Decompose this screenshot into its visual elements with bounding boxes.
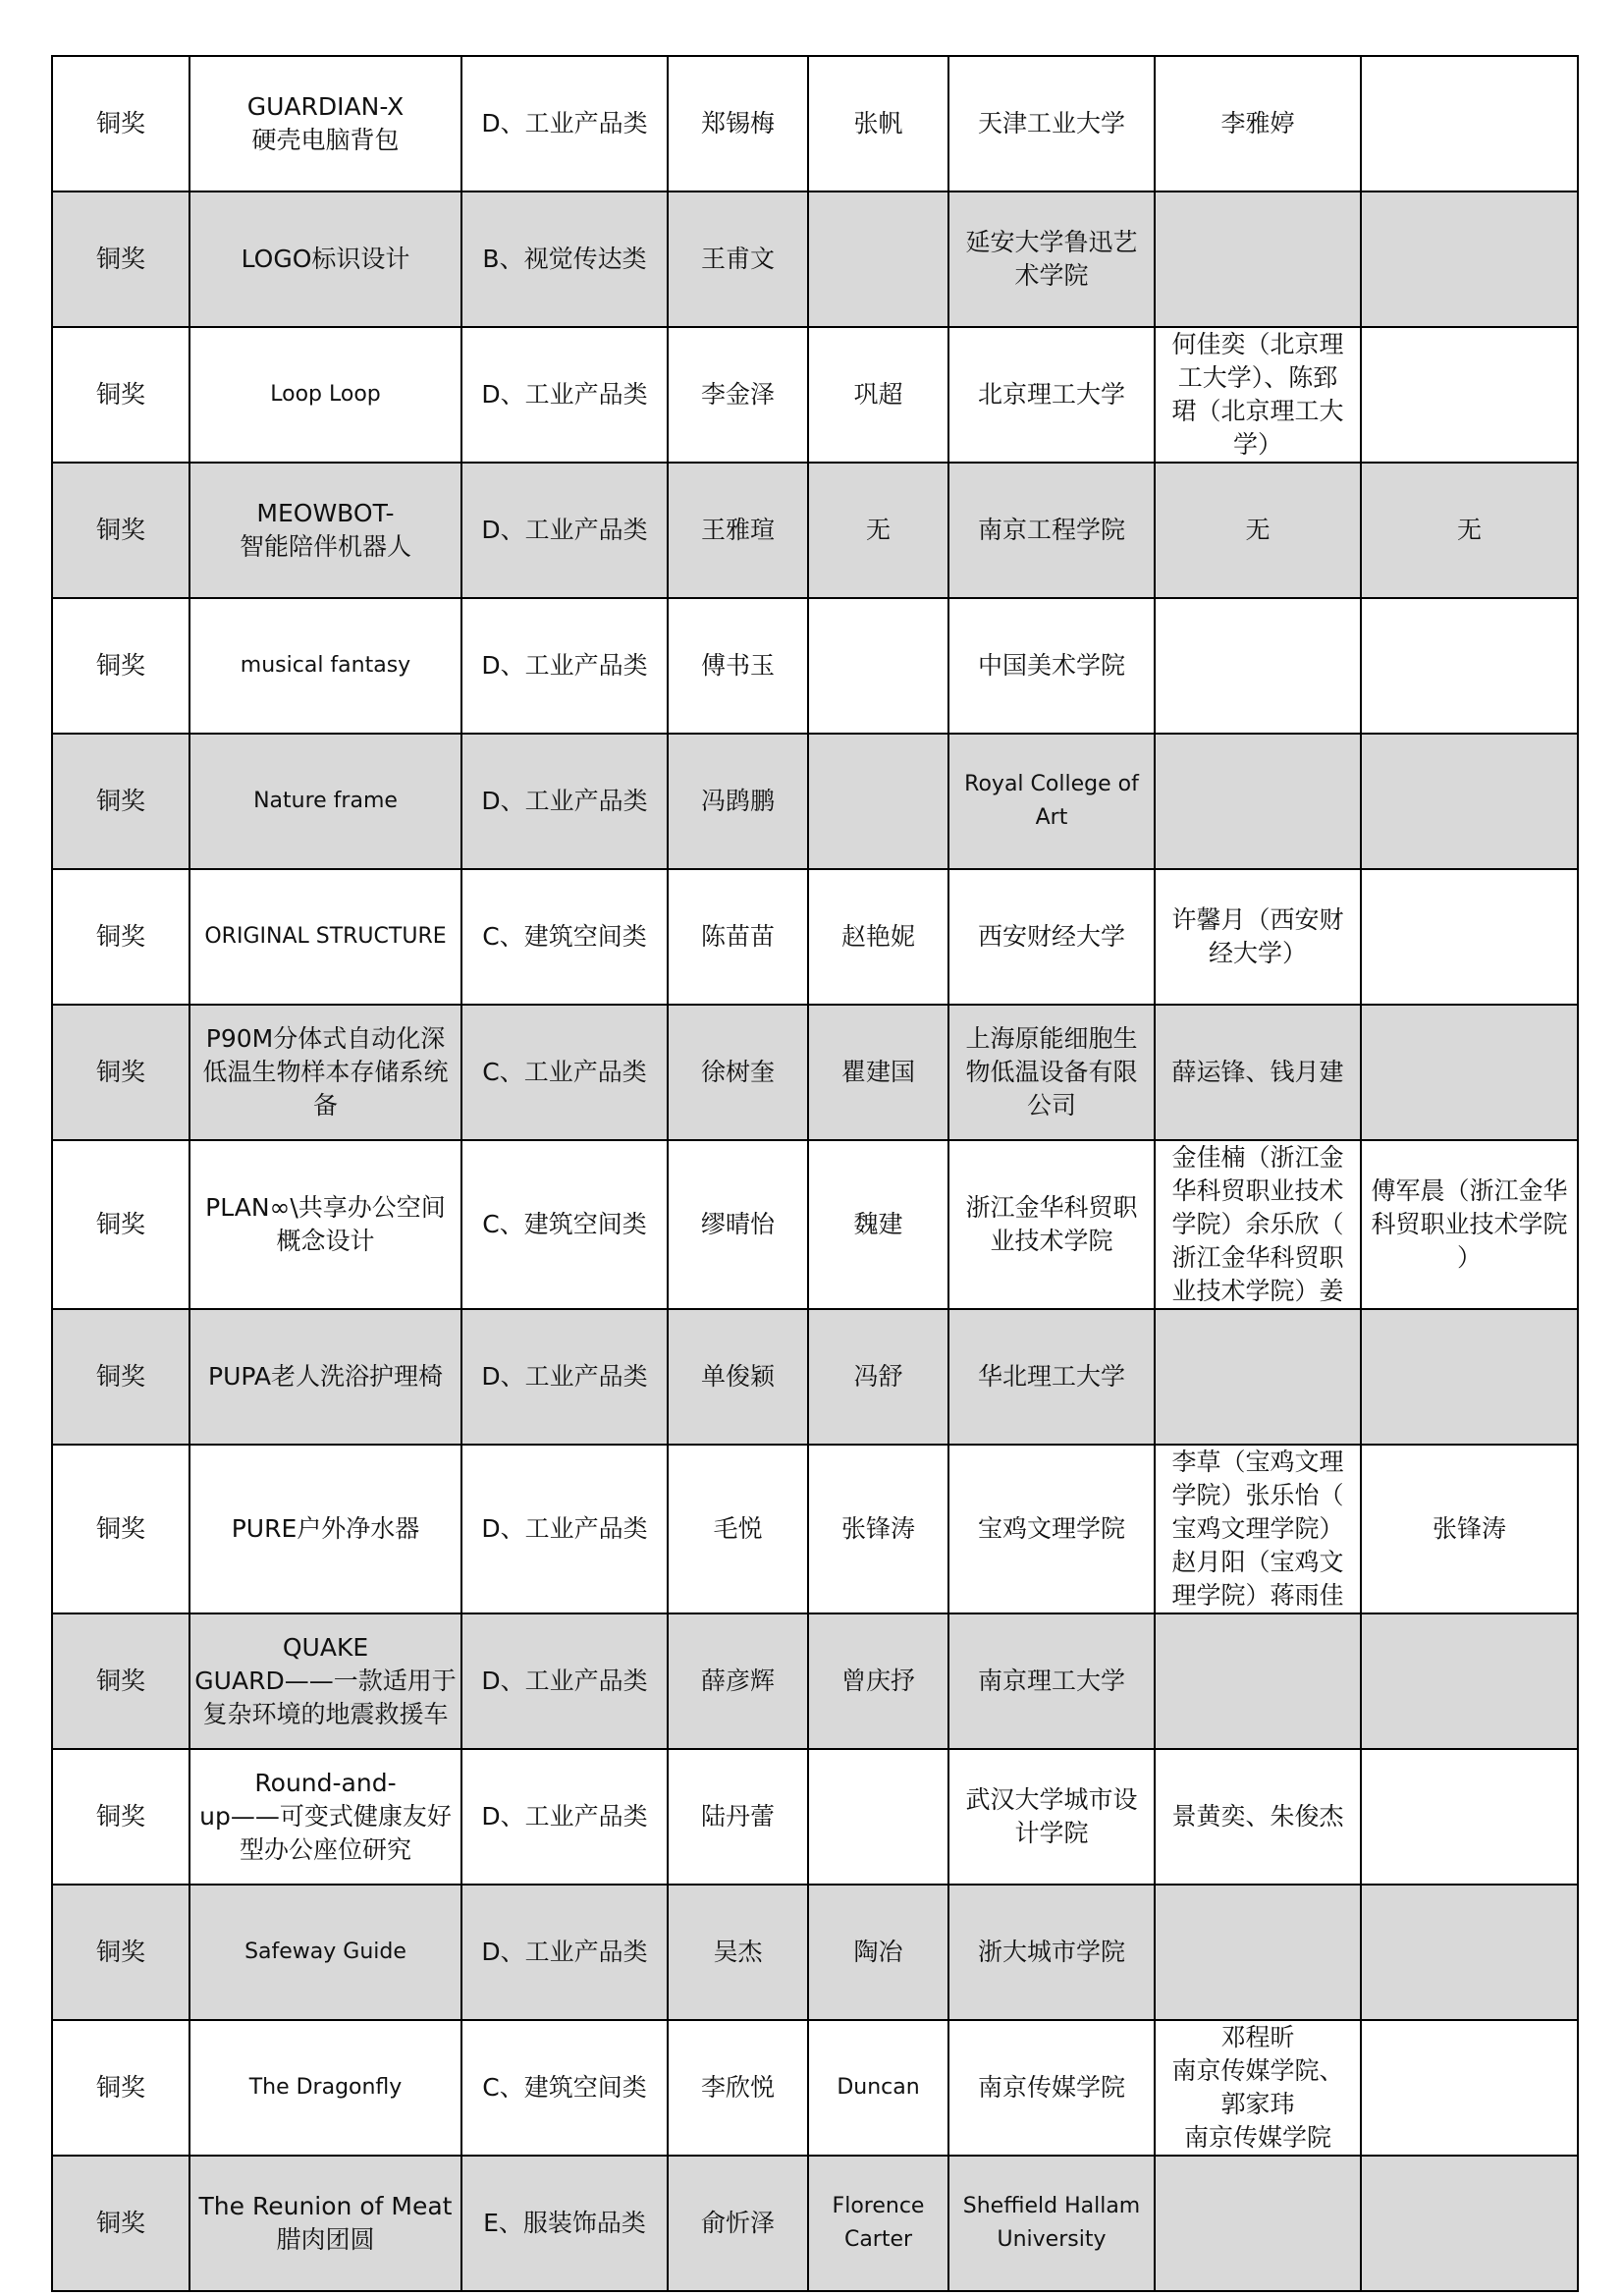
cell-category: C、建筑空间类	[461, 2020, 668, 2156]
cell-school: 华北理工大学	[948, 1309, 1155, 1445]
cell-advisor: 赵艳妮	[808, 869, 948, 1005]
cell-author: 陆丹蕾	[668, 1749, 808, 1885]
cell-award: 铜奖	[52, 2020, 189, 2156]
cell-school: 南京传媒学院	[948, 2020, 1155, 2156]
cell-extra	[1361, 56, 1578, 191]
cell-award: 铜奖	[52, 56, 189, 191]
cell-extra	[1361, 2020, 1578, 2156]
cell-category: D、工业产品类	[461, 1749, 668, 1885]
cell-author: 毛悦	[668, 1445, 808, 1613]
cell-members: 李草（宝鸡文理 学院）张乐怡（ 宝鸡文理学院） 赵月阳（宝鸡文 理学院）蒋雨佳	[1155, 1445, 1361, 1613]
cell-category: D、工业产品类	[461, 327, 668, 463]
cell-advisor	[808, 191, 948, 327]
cell-extra	[1361, 191, 1578, 327]
cell-extra	[1361, 1613, 1578, 1749]
cell-advisor: 张帆	[808, 56, 948, 191]
cell-title: PURE户外净水器	[189, 1445, 461, 1613]
cell-award: 铜奖	[52, 2156, 189, 2291]
cell-category: D、工业产品类	[461, 56, 668, 191]
cell-extra	[1361, 734, 1578, 869]
cell-members	[1155, 598, 1361, 734]
cell-school: 浙江金华科贸职 业技术学院	[948, 1140, 1155, 1309]
table-row	[52, 2156, 1578, 2291]
cell-advisor	[808, 1749, 948, 1885]
cell-school: 宝鸡文理学院	[948, 1445, 1155, 1613]
cell-category: D、工业产品类	[461, 734, 668, 869]
cell-members: 无	[1155, 463, 1361, 598]
cell-category: C、建筑空间类	[461, 869, 668, 1005]
cell-author: 傅书玉	[668, 598, 808, 734]
cell-extra	[1361, 2156, 1578, 2291]
cell-school: Sheffield Hallam University	[948, 2156, 1155, 2291]
cell-advisor: 陶冶	[808, 1885, 948, 2020]
table-row	[52, 463, 1578, 598]
cell-title: MEOWBOT- 智能陪伴机器人	[189, 463, 461, 598]
cell-title: PUPA老人洗浴护理椅	[189, 1309, 461, 1445]
cell-school: 武汉大学城市设 计学院	[948, 1749, 1155, 1885]
cell-title: LOGO标识设计	[189, 191, 461, 327]
cell-advisor	[808, 598, 948, 734]
cell-category: C、建筑空间类	[461, 1140, 668, 1309]
cell-award: 铜奖	[52, 1885, 189, 2020]
cell-award: 铜奖	[52, 1005, 189, 1140]
table-row	[52, 2020, 1578, 2156]
cell-school: 南京工程学院	[948, 463, 1155, 598]
cell-award: 铜奖	[52, 869, 189, 1005]
cell-category: D、工业产品类	[461, 1309, 668, 1445]
cell-members	[1155, 2156, 1361, 2291]
cell-award: 铜奖	[52, 191, 189, 327]
cell-members: 李雅婷	[1155, 56, 1361, 191]
cell-extra	[1361, 1885, 1578, 2020]
cell-extra: 张锋涛	[1361, 1445, 1578, 1613]
table-row	[52, 1885, 1578, 2020]
cell-author: 徐树奎	[668, 1005, 808, 1140]
cell-members: 金佳楠（浙江金 华科贸职业技术 学院）余乐欣（ 浙江金华科贸职 业技术学院）姜	[1155, 1140, 1361, 1309]
cell-school: 天津工业大学	[948, 56, 1155, 191]
cell-category: E、服装饰品类	[461, 2156, 668, 2291]
table-row	[52, 1749, 1578, 1885]
cell-award: 铜奖	[52, 1309, 189, 1445]
cell-title: QUAKE GUARD——一款适用于 复杂环境的地震救援车	[189, 1613, 461, 1749]
table-row	[52, 1140, 1578, 1309]
cell-school: 西安财经大学	[948, 869, 1155, 1005]
cell-category: D、工业产品类	[461, 1885, 668, 2020]
cell-school: 南京理工大学	[948, 1613, 1155, 1749]
cell-author: 薛彦辉	[668, 1613, 808, 1749]
cell-advisor: 瞿建国	[808, 1005, 948, 1140]
cell-members	[1155, 1309, 1361, 1445]
cell-school: 上海原能细胞生 物低温设备有限 公司	[948, 1005, 1155, 1140]
cell-extra: 无	[1361, 463, 1578, 598]
cell-school: 北京理工大学	[948, 327, 1155, 463]
cell-members: 薛运锋、钱月建	[1155, 1005, 1361, 1140]
table-row	[52, 1309, 1578, 1445]
table-row	[52, 1005, 1578, 1140]
cell-school: 浙大城市学院	[948, 1885, 1155, 2020]
cell-author: 李金泽	[668, 327, 808, 463]
cell-extra	[1361, 869, 1578, 1005]
cell-advisor: Florence Carter	[808, 2156, 948, 2291]
cell-extra	[1361, 327, 1578, 463]
cell-extra	[1361, 598, 1578, 734]
cell-title: GUARDIAN-X 硬壳电脑背包	[189, 56, 461, 191]
cell-author: 王雅瑄	[668, 463, 808, 598]
cell-title: The Reunion of Meat 腊肉团圆	[189, 2156, 461, 2291]
cell-author: 李欣悦	[668, 2020, 808, 2156]
awards-table	[51, 55, 1579, 2292]
cell-award: 铜奖	[52, 1140, 189, 1309]
cell-author: 陈苗苗	[668, 869, 808, 1005]
cell-author: 缪晴怡	[668, 1140, 808, 1309]
cell-advisor: 魏建	[808, 1140, 948, 1309]
cell-extra: 傅军晨（浙江金华 科贸职业技术学院 ）	[1361, 1140, 1578, 1309]
table-row	[52, 598, 1578, 734]
cell-members: 邓程昕 南京传媒学院、 郭家玮 南京传媒学院	[1155, 2020, 1361, 2156]
cell-title: Loop Loop	[189, 327, 461, 463]
table-body	[52, 56, 1578, 2291]
cell-advisor	[808, 734, 948, 869]
cell-title: The Dragonfly	[189, 2020, 461, 2156]
cell-advisor: Duncan	[808, 2020, 948, 2156]
table-row	[52, 56, 1578, 191]
cell-extra	[1361, 1005, 1578, 1140]
cell-members: 何佳奕（北京理 工大学）、陈郅 珺（北京理工大 学）	[1155, 327, 1361, 463]
cell-advisor: 巩超	[808, 327, 948, 463]
cell-award: 铜奖	[52, 598, 189, 734]
cell-category: D、工业产品类	[461, 1445, 668, 1613]
cell-members: 景黄奕、朱俊杰	[1155, 1749, 1361, 1885]
cell-category: C、工业产品类	[461, 1005, 668, 1140]
cell-award: 铜奖	[52, 463, 189, 598]
table-row	[52, 1445, 1578, 1613]
cell-award: 铜奖	[52, 1445, 189, 1613]
cell-title: PLAN∞\共享办公空间 概念设计	[189, 1140, 461, 1309]
table-row	[52, 734, 1578, 869]
cell-school: 中国美术学院	[948, 598, 1155, 734]
cell-advisor: 曾庆抒	[808, 1613, 948, 1749]
cell-advisor: 冯舒	[808, 1309, 948, 1445]
cell-award: 铜奖	[52, 1613, 189, 1749]
cell-category: D、工业产品类	[461, 463, 668, 598]
cell-author: 王甫文	[668, 191, 808, 327]
cell-title: Safeway Guide	[189, 1885, 461, 2020]
cell-award: 铜奖	[52, 1749, 189, 1885]
table-row	[52, 327, 1578, 463]
table-row	[52, 869, 1578, 1005]
cell-title: Round-and- up——可变式健康友好 型办公座位研究	[189, 1749, 461, 1885]
cell-author: 单俊颖	[668, 1309, 808, 1445]
cell-extra	[1361, 1749, 1578, 1885]
cell-advisor: 无	[808, 463, 948, 598]
cell-title: ORIGINAL STRUCTURE	[189, 869, 461, 1005]
cell-title: Nature frame	[189, 734, 461, 869]
cell-advisor: 张锋涛	[808, 1445, 948, 1613]
cell-category: D、工业产品类	[461, 598, 668, 734]
table-row	[52, 1613, 1578, 1749]
cell-members	[1155, 1885, 1361, 2020]
cell-category: D、工业产品类	[461, 1613, 668, 1749]
cell-author: 俞忻泽	[668, 2156, 808, 2291]
cell-award: 铜奖	[52, 734, 189, 869]
cell-extra	[1361, 1309, 1578, 1445]
cell-school: 延安大学鲁迅艺 术学院	[948, 191, 1155, 327]
cell-author: 冯鹍鹏	[668, 734, 808, 869]
table-row	[52, 191, 1578, 327]
cell-category: B、视觉传达类	[461, 191, 668, 327]
cell-members: 许馨月（西安财 经大学）	[1155, 869, 1361, 1005]
cell-award: 铜奖	[52, 327, 189, 463]
cell-members	[1155, 191, 1361, 327]
cell-school: Royal College of Art	[948, 734, 1155, 869]
cell-members	[1155, 1613, 1361, 1749]
cell-author: 吴杰	[668, 1885, 808, 2020]
cell-title: musical fantasy	[189, 598, 461, 734]
cell-author: 郑锡梅	[668, 56, 808, 191]
cell-title: P90M分体式自动化深 低温生物样本存储系统 备	[189, 1005, 461, 1140]
cell-members	[1155, 734, 1361, 869]
